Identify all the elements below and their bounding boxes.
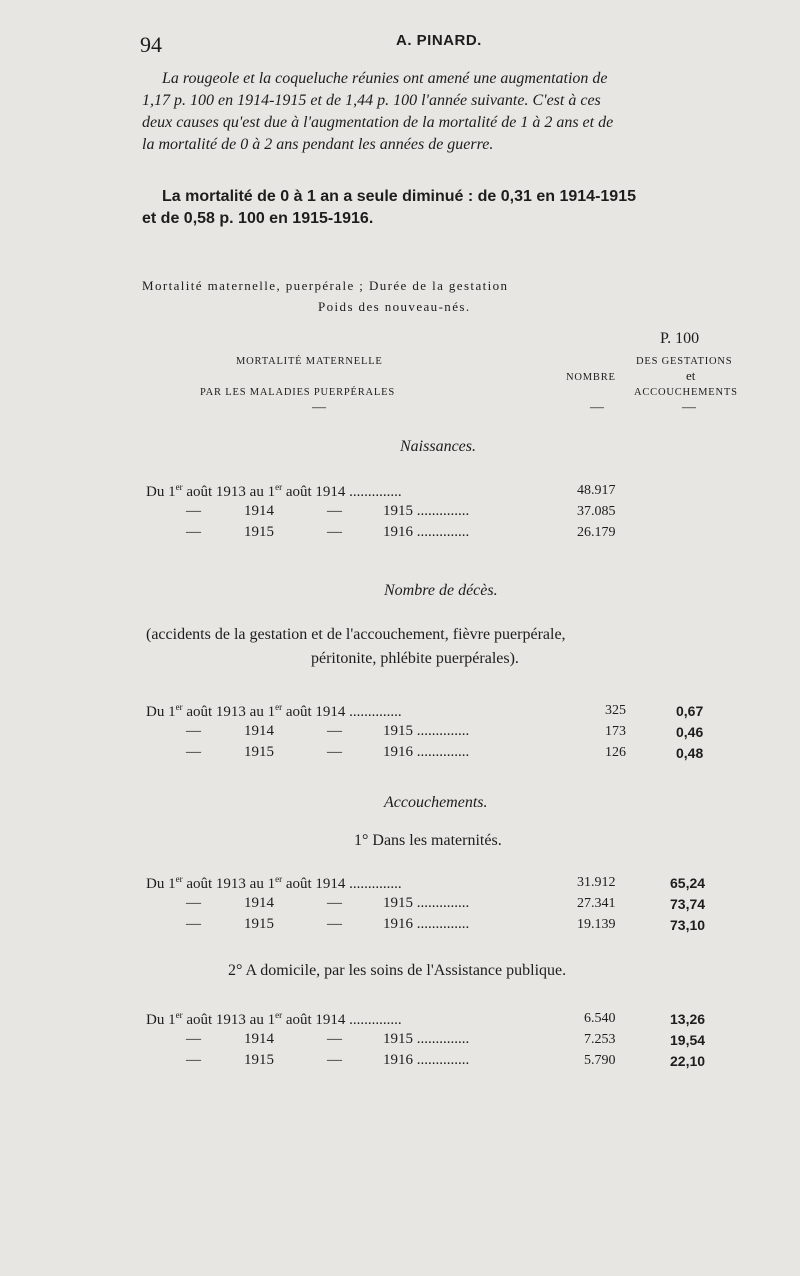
intro-line-4: la mortalité de 0 à 2 ans pendant les années de guerre.	[142, 136, 494, 153]
deces-row-2-pct: 0,46	[676, 724, 704, 740]
accouchements-sub-2: 2° A domicile, par les soins de l'Assistance publique.	[228, 962, 567, 979]
naissances-row-1-label: Du 1er août 1913 au 1er août 1914 ..............	[146, 482, 402, 500]
naissances-row-1-nombre: 48.917	[577, 483, 616, 498]
section-title-line-2: Poids des nouveau-nés.	[318, 299, 471, 314]
naissances-row-3-col1: —	[186, 524, 201, 540]
accouchements-sub-1: 1° Dans les maternités.	[354, 832, 502, 849]
header-maladies: PAR LES MALADIES PUERPÉRALES	[200, 387, 395, 398]
accouchements-title: Accouchements.	[384, 794, 488, 811]
maternites-row-2-pct: 73,74	[670, 896, 706, 912]
maternites-row-3-col1: —	[186, 916, 201, 932]
naissances-row-3-col2: —	[327, 524, 342, 540]
intro-line-2: 1,17 p. 100 en 1914-1915 et de 1,44 p. 100 l'année suivante. C'est à ces	[142, 92, 601, 109]
naissances-title: Naissances.	[400, 438, 476, 455]
maternites-row-3-y1: 1915	[244, 916, 274, 932]
maternites-row-3-pct: 73,10	[670, 917, 706, 933]
domicile-row-1-label: Du 1er août 1913 au 1er août 1914 ..............	[146, 1010, 402, 1028]
maternites-row-3-col2: —	[327, 916, 342, 932]
domicile-row-3-col2: —	[327, 1052, 342, 1068]
header-p100: P. 100	[660, 330, 700, 347]
domicile-row-2-pct: 19,54	[670, 1032, 706, 1048]
naissances-row-2-y2: 1915 ..............	[383, 503, 470, 519]
deces-row-1-label: Du 1er août 1913 au 1er août 1914 ..............	[146, 702, 402, 720]
running-header: A. PINARD.	[396, 32, 482, 49]
deces-row-3-y1: 1915	[244, 744, 274, 760]
deces-row-3-col2: —	[327, 744, 342, 760]
page-number: 94	[140, 32, 162, 57]
maternites-row-1-nombre: 31.912	[577, 875, 616, 890]
domicile-row-1-pct: 13,26	[670, 1011, 706, 1027]
domicile-row-2-y1: 1914	[244, 1031, 274, 1047]
header-nombre: NOMBRE	[566, 372, 616, 383]
domicile-row-1-nombre: 6.540	[584, 1011, 616, 1026]
deces-row-2-col2: —	[327, 723, 342, 739]
naissances-row-3-y1: 1915	[244, 524, 274, 540]
naissances-row-3-y2: 1916 ..............	[383, 524, 470, 540]
domicile-row-3-nombre: 5.790	[584, 1053, 616, 1068]
intro-line-1: La rougeole et la coqueluche réunies ont amené une augmentation de	[162, 70, 608, 87]
deces-row-3-col1: —	[186, 744, 201, 760]
naissances-row-3-nombre: 26.179	[577, 525, 616, 540]
naissances-row-2-y1: 1914	[244, 503, 274, 519]
deces-row-2-col1: —	[186, 723, 201, 739]
naissances-row-2-col1: —	[186, 503, 201, 519]
section-title-line-1: Mortalité maternelle, puerpérale ; Durée de la gestation	[142, 278, 509, 293]
maternites-row-1-label: Du 1er août 1913 au 1er août 1914 ..............	[146, 874, 402, 892]
maternites-row-2-col1: —	[186, 895, 201, 911]
bold-line-2: et de 0,58 p. 100 en 1915-1916.	[142, 210, 374, 227]
maternites-row-2-y1: 1914	[244, 895, 274, 911]
domicile-row-2-col1: —	[186, 1031, 201, 1047]
bold-line-1: La mortalité de 0 à 1 an a seule diminué : de 0,31 en 1914-1915	[162, 188, 636, 205]
header-et: et	[686, 368, 696, 383]
domicile-row-3-y2: 1916 ..............	[383, 1052, 470, 1068]
naissances-row-2-col2: —	[327, 503, 342, 519]
header-dash-3: —	[682, 400, 696, 415]
header-des-gestations: DES GESTATIONS	[636, 356, 733, 367]
deces-row-2-y2: 1915 ..............	[383, 723, 470, 739]
maternites-row-2-col2: —	[327, 895, 342, 911]
maternites-row-3-nombre: 19.139	[577, 917, 616, 932]
maternites-row-1-pct: 65,24	[670, 875, 706, 891]
header-mortalite: MORTALITÉ MATERNELLE	[236, 356, 383, 367]
deces-note-1: (accidents de la gestation et de l'accouchement, fièvre puerpérale,	[146, 626, 566, 643]
naissances-row-2-nombre: 37.085	[577, 504, 616, 519]
deces-row-1-nombre: 325	[605, 703, 626, 718]
deces-row-2-y1: 1914	[244, 723, 274, 739]
header-dash-2: —	[590, 400, 604, 415]
deces-row-1-pct: 0,67	[676, 703, 704, 719]
domicile-row-2-col2: —	[327, 1031, 342, 1047]
maternites-row-2-y2: 1915 ..............	[383, 895, 470, 911]
deces-row-3-y2: 1916 ..............	[383, 744, 470, 760]
deces-row-2-nombre: 173	[605, 724, 626, 739]
maternites-row-2-nombre: 27.341	[577, 896, 616, 911]
header-dash-1: —	[312, 400, 326, 415]
intro-line-3: deux causes qu'est due à l'augmentation de la mortalité de 1 à 2 ans et de	[142, 114, 614, 131]
maternites-row-3-y2: 1916 ..............	[383, 916, 470, 932]
header-accouchements: ACCOUCHEMENTS	[634, 387, 738, 398]
domicile-row-3-col1: —	[186, 1052, 201, 1068]
domicile-row-2-nombre: 7.253	[584, 1032, 616, 1047]
domicile-row-3-pct: 22,10	[670, 1053, 706, 1069]
domicile-row-3-y1: 1915	[244, 1052, 274, 1068]
deces-title: Nombre de décès.	[384, 582, 498, 599]
domicile-row-2-y2: 1915 ..............	[383, 1031, 470, 1047]
deces-row-3-nombre: 126	[605, 745, 626, 760]
deces-note-2: péritonite, phlébite puerpérales).	[311, 650, 519, 667]
deces-row-3-pct: 0,48	[676, 745, 704, 761]
